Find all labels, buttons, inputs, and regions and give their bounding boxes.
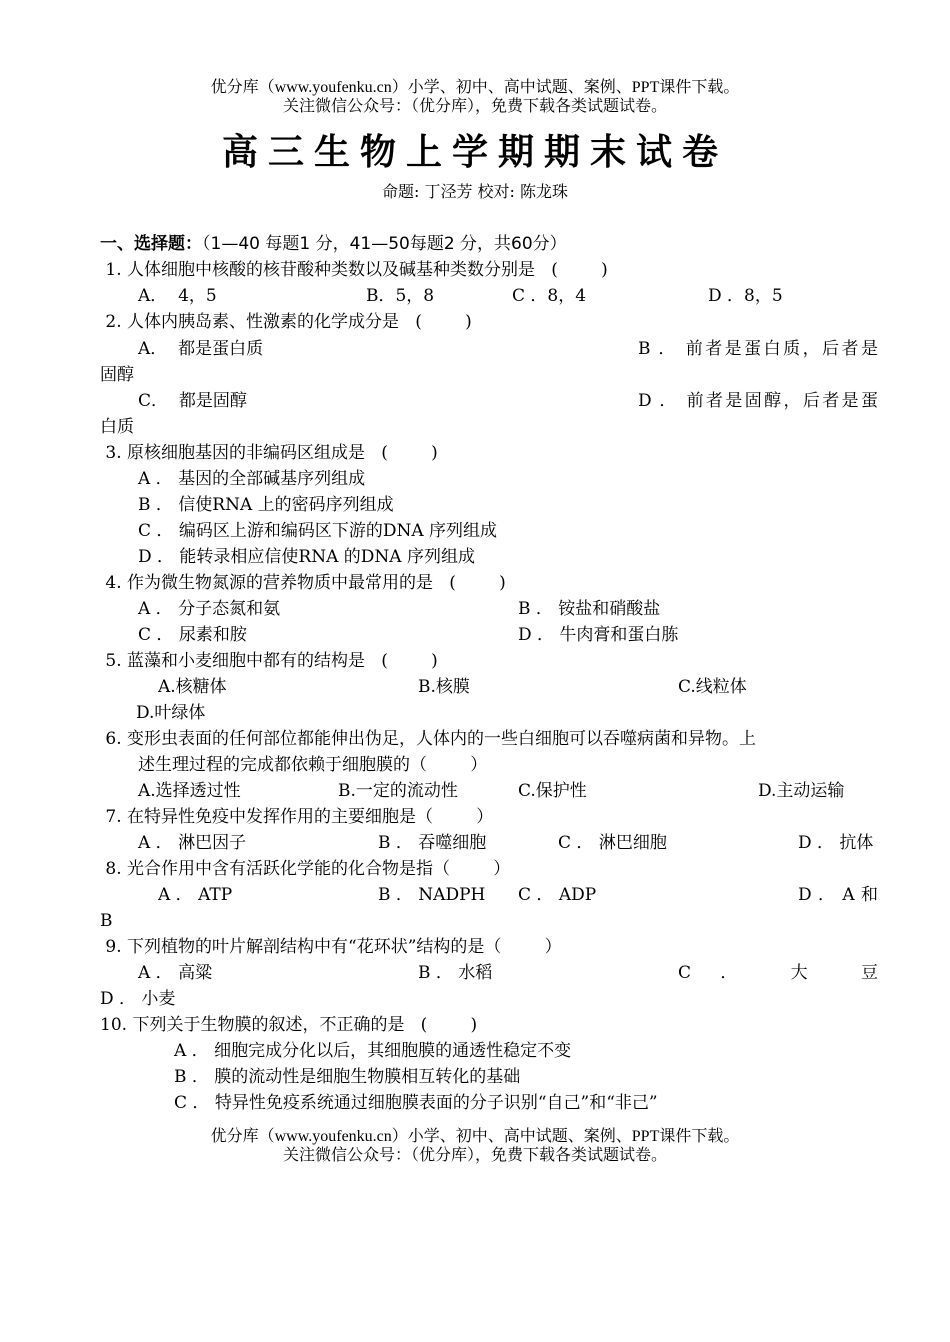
question-1-option-a: A． 4，5 <box>138 286 217 306</box>
question-9-option-a: A ． 高粱 <box>138 963 213 983</box>
section-heading <box>100 233 567 255</box>
question-9-option-b: B ． 水稻 <box>418 963 493 983</box>
question-2-option-b: B ． 前者是蛋白质，后者是 <box>638 339 878 359</box>
question-7-option-b: B ． 吞噬细胞 <box>378 833 487 853</box>
authors-line: 命题: 丁泾芳 校对: 陈龙珠 <box>381 182 569 201</box>
footer-line-1: 优分库（www.youfenku.cn）小学、初中、高中试题、案例、PPT课件下载。 <box>210 1128 740 1145</box>
question-1-stem: 1. 人体细胞中核酸的核苷酸种类数以及碱基种类数分别是 ( ) <box>100 260 608 280</box>
section-label: 一、选择题： <box>100 234 202 254</box>
question-8-option-d: D ． A 和 <box>798 885 878 905</box>
question-4-stem: 4. 作为微生物氮源的营养物质中最常用的是 ( ) <box>100 573 506 593</box>
question-8-stem: 8. 光合作用中含有活跃化学能的化合物是指（ ） <box>100 859 511 879</box>
question-8-option-c: C ． ADP <box>518 885 597 905</box>
question-3-stem: 3. 原核细胞基因的非编码区组成是 ( ) <box>100 443 438 463</box>
question-8-option-a: A ． ATP <box>158 885 233 905</box>
question-7-stem: 7. 在特异性免疫中发挥作用的主要细胞是（ ） <box>100 807 494 827</box>
question-5-option-c: C.线粒体 <box>678 677 747 697</box>
question-8-option-d-cont: B <box>100 911 113 931</box>
question-2-option-d-cont: 白质 <box>100 417 134 437</box>
question-10-option-c: C ． 特异性免疫系统通过细胞膜表面的分子识别“自己”和“非己” <box>174 1093 658 1113</box>
question-6-stem-cont: 述生理过程的完成都依赖于细胞膜的（ ） <box>138 755 488 775</box>
question-5-option-b: B.核膜 <box>418 677 470 697</box>
question-3-option-b: B ． 信使RNA 上的密码序列组成 <box>138 495 394 515</box>
question-8-option-b: B ． NADPH <box>378 885 486 905</box>
question-1-option-d: D ．8，5 <box>708 286 783 306</box>
header-line-2: 关注微信公众号：（优分库），免费下载各类试题试卷。 <box>282 98 667 115</box>
question-9-stem: 9. 下列植物的叶片解剖结构中有“花环状”结构的是（ ） <box>100 937 562 957</box>
question-10-option-a: A ． 细胞完成分化以后，其细胞膜的通透性稳定不变 <box>174 1041 572 1061</box>
question-6-option-a: A.选择透过性 <box>138 781 241 801</box>
question-2-option-d: D ． 前者是固醇，后者是蛋 <box>638 391 878 411</box>
question-6-stem: 6. 变形虫表面的任何部位都能伸出伪足，人体内的一些白细胞可以吞噬病菌和异物。上 <box>100 729 757 749</box>
question-2-option-a: A． 都是蛋白质 <box>138 339 264 359</box>
question-6-option-c: C.保护性 <box>518 781 587 801</box>
footer-line-2: 关注微信公众号：（优分库），免费下载各类试题试卷。 <box>282 1147 667 1164</box>
question-6-option-d: D.主动运输 <box>758 781 845 801</box>
question-7-option-d: D ． 抗体 <box>798 833 874 853</box>
question-10-option-b: B ． 膜的流动性是细胞生物膜相互转化的基础 <box>174 1067 521 1087</box>
question-5-option-d: D.叶绿体 <box>136 703 206 723</box>
question-3-option-a: A ． 基因的全部碱基序列组成 <box>138 469 366 489</box>
question-5-stem: 5. 蓝藻和小麦细胞中都有的结构是 ( ) <box>100 651 438 671</box>
question-1-option-b: B．5，8 <box>366 286 435 306</box>
question-3-option-c: C ． 编码区上游和编码区下游的DNA 序列组成 <box>138 521 497 541</box>
question-6-option-b: B.一定的流动性 <box>338 781 458 801</box>
question-9-option-d: D ． 小麦 <box>100 989 176 1009</box>
header-line-1: 优分库（www.youfenku.cn）小学、初中、高中试题、案例、PPT课件下载。 <box>210 79 740 96</box>
question-2-stem: 2. 人体内胰岛素、性激素的化学成分是 ( ) <box>100 312 472 332</box>
question-4-option-a: A ． 分子态氮和氨 <box>138 599 281 619</box>
question-3-option-d: D ． 能转录相应信使RNA 的DNA 序列组成 <box>138 547 475 567</box>
question-2-option-c: C． 都是固醇 <box>138 391 247 411</box>
question-9-option-c: C ． 大 豆 <box>678 963 878 983</box>
question-4-option-c: C ． 尿素和胺 <box>138 625 247 645</box>
question-7-option-c: C ． 淋巴细胞 <box>558 833 667 853</box>
question-4-option-b: B ． 铵盐和硝酸盐 <box>518 599 661 619</box>
question-4-option-d: D ． 牛肉膏和蛋白胨 <box>518 625 679 645</box>
question-2-option-b-cont: 固醇 <box>100 365 134 385</box>
question-5-option-a: A.核糖体 <box>158 677 227 697</box>
section-note: （1—40 每题1 分，41—50每题2 分，共60分） <box>202 234 567 254</box>
question-10-stem: 10. 下列关于生物膜的叙述，不正确的是 ( ) <box>100 1015 478 1035</box>
question-1-option-c: C ．8，4 <box>512 286 587 306</box>
question-7-option-a: A ． 淋巴因子 <box>138 833 247 853</box>
page-title: 高三生物上学期期末试卷 <box>221 131 728 173</box>
